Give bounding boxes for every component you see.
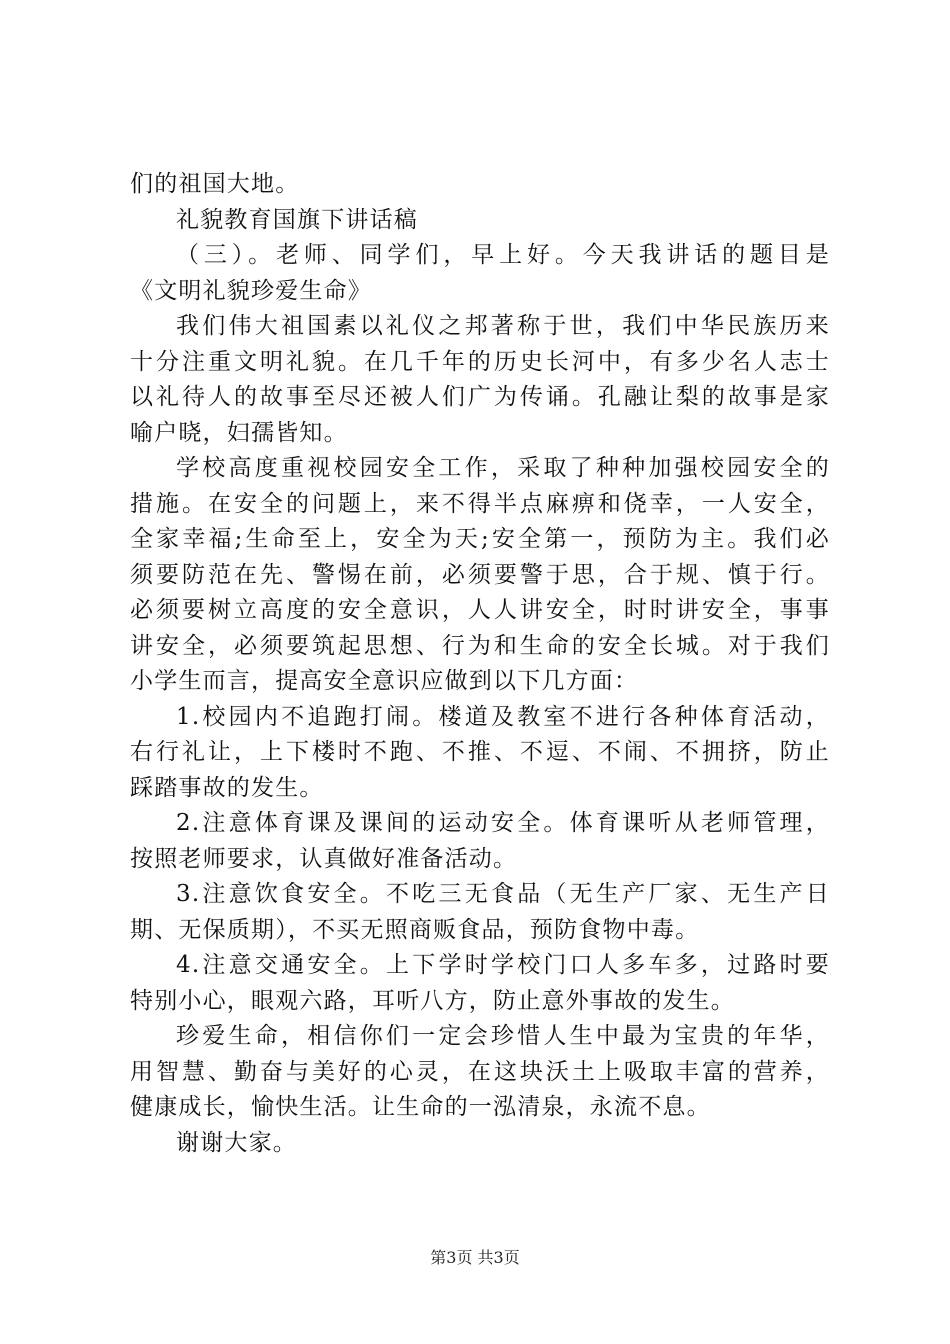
text-line: 期、无保质期），不买无照商贩食品，预防食物中毒。: [130, 916, 700, 943]
text-line: 2.注意体育课及课间的运动安全。体育课听从老师管理，: [176, 810, 830, 836]
text-line: 必须要树立高度的安全意识，人人讲安全，时时讲安全，事事: [130, 597, 830, 623]
text-line: 踩踏事故的发生。: [130, 774, 324, 801]
text-line: 们的祖国大地。: [130, 171, 300, 197]
text-line: 健康成长，愉快生活。让生命的一泓清泉，永流不息。: [130, 1094, 711, 1120]
text-line: 我们伟大祖国素以礼仪之邦著称于世，我们中华民族历来: [176, 313, 830, 339]
text-line: 喻户晓，妇孺皆知。: [130, 419, 348, 446]
text-line: 右行礼让，上下楼时不跑、不推、不逗、不闹、不拥挤，防止: [130, 739, 830, 765]
text-line: 谢谢大家。: [176, 1129, 297, 1156]
text-line: 以礼待人的故事至尽还被人们广为传诵。孔融让梨的故事是家: [130, 384, 830, 410]
text-line: 小学生而言，提高安全意识应做到以下几方面：: [130, 668, 639, 694]
text-line: （三）。老师、同学们，早上好。今天我讲话的题目是: [176, 242, 830, 268]
text-line: 特别小心，眼观六路，耳听八方，防止意外事故的发生。: [130, 987, 735, 1014]
text-line: 《文明礼貌珍爱生命》: [130, 277, 372, 304]
document-body: [130, 167, 830, 1161]
text-line: 珍爱生命，相信你们一定会珍惜人生中最为宝贵的年华，: [176, 1023, 830, 1049]
text-line: 3.注意饮食安全。不吃三无食品（无生产厂家、无生产日: [176, 881, 830, 907]
text-line: 1.校园内不追跑打闹。楼道及教室不进行各种体育活动，: [176, 703, 830, 730]
text-line: 十分注重文明礼貌。在几千年的历史长河中，有多少名人志士: [130, 348, 830, 375]
text-line: 用智慧、勤奋与美好的心灵，在这块沃土上吸取丰富的营养，: [130, 1058, 830, 1085]
text-line: 学校高度重视校园安全工作，采取了种种加强校园安全的: [176, 455, 830, 481]
text-line: 讲安全，必须要筑起思想、行为和生命的安全长城。对于我们: [130, 632, 830, 659]
text-line: 礼貌教育国旗下讲话稿: [176, 206, 418, 233]
text-line: 按照老师要求，认真做好准备活动。: [130, 845, 518, 872]
page-footer: 第3页 共3页: [430, 1248, 520, 1267]
text-line: 全家幸福;生命至上，安全为天;安全第一，预防为主。我们必: [130, 526, 830, 552]
text-line: 4.注意交通安全。上下学时学校门口人多车多，过路时要: [176, 952, 830, 978]
text-line: 须要防范在先、警惕在前，必须要警于思，合于规、慎于行。: [130, 561, 830, 588]
text-line: 措施。在安全的问题上，来不得半点麻痹和侥幸，一人安全，: [130, 490, 830, 517]
